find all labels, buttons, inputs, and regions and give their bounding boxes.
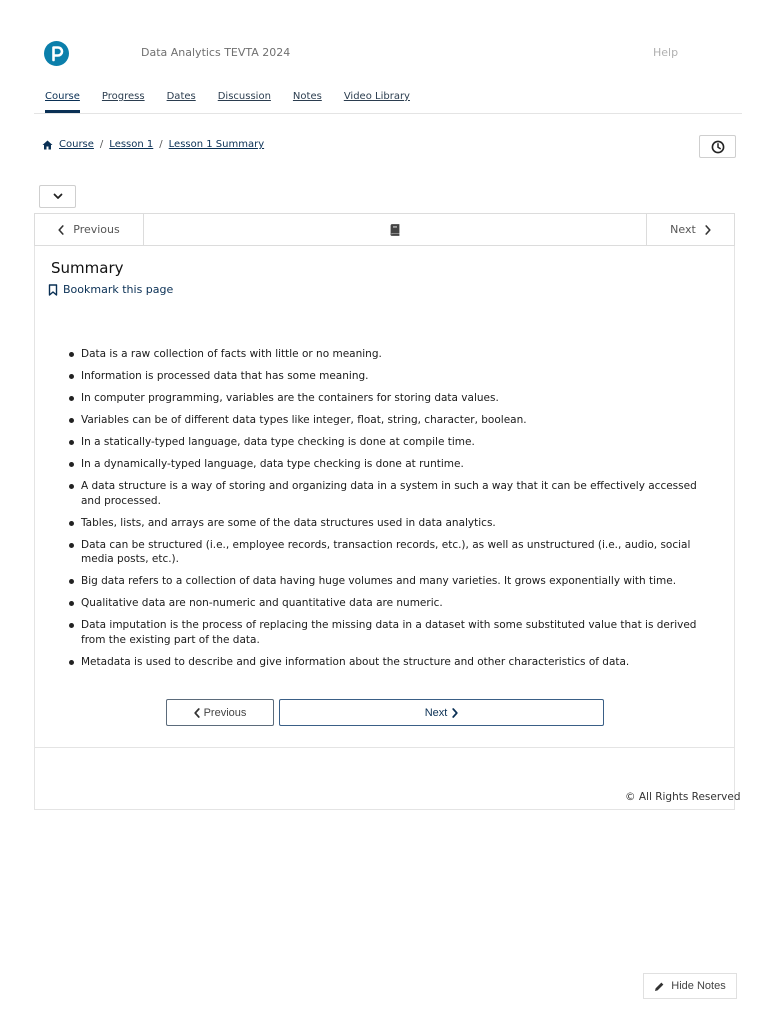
copyright-text: © All Rights Reserved — [625, 791, 741, 803]
history-button[interactable] — [699, 135, 736, 158]
list-item: Data can be structured (i.e., employee records, transaction records, etc.), as well as unstructured (i.e., audio, social media posts, etc.). — [66, 538, 706, 567]
tab-progress[interactable]: Progress — [101, 91, 145, 102]
previous-button[interactable] — [166, 699, 274, 726]
previous-button-label: Previous — [203, 706, 247, 719]
list-item: Variables can be of different data types like integer, float, string, character, boolean. — [66, 413, 706, 428]
header-divider — [34, 113, 742, 114]
tab-discussion[interactable]: Discussion — [217, 91, 271, 102]
chevron-down-icon — [53, 193, 63, 200]
help-link[interactable]: Help — [653, 46, 679, 59]
breadcrumb — [42, 139, 264, 150]
book-icon — [390, 224, 400, 236]
next-button[interactable] — [279, 699, 604, 726]
course-title: Data Analytics TEVTA 2024 — [141, 46, 291, 59]
chevron-left-icon — [58, 225, 73, 235]
course-tabs — [34, 83, 421, 113]
sequence-next-button[interactable] — [646, 214, 734, 245]
list-item: Data is a raw collection of facts with little or no meaning. — [66, 347, 706, 362]
home-icon — [42, 140, 53, 150]
sequence-next-label: Next — [670, 223, 696, 236]
list-item: Metadata is used to describe and give information about the structure and other characteristics of data. — [66, 655, 706, 670]
unit-title: Summary — [51, 259, 124, 277]
hide-notes-button[interactable] — [643, 973, 737, 999]
list-item: Data imputation is the process of replacing the missing data in a dataset with some substituted value that is derived from the existing part of the data. — [66, 618, 706, 647]
sequence-unit-tab[interactable] — [144, 214, 646, 245]
pearson-logo-icon[interactable] — [44, 41, 69, 66]
tab-video-library[interactable]: Video Library — [343, 91, 410, 102]
list-item: Tables, lists, and arrays are some of the data structures used in data analytics. — [66, 516, 706, 531]
sidebar-toggle-button[interactable] — [39, 185, 76, 208]
site-header — [0, 0, 768, 115]
breadcrumb-lesson[interactable]: Lesson 1 — [109, 139, 154, 150]
hide-notes-label: Hide Notes — [671, 980, 726, 992]
breadcrumb-separator: / — [99, 139, 104, 150]
list-item: Big data refers to a collection of data having huge volumes and many varieties. It grows exponentially with time. — [66, 574, 706, 589]
content-footer-divider — [34, 747, 735, 748]
chevron-left-icon — [194, 708, 204, 718]
bookmark-button[interactable] — [48, 283, 173, 296]
breadcrumb-unit[interactable]: Lesson 1 Summary — [168, 139, 265, 150]
breadcrumb-course[interactable]: Course — [59, 139, 94, 150]
list-item: Qualitative data are non-numeric and quantitative data are numeric. — [66, 596, 706, 611]
bookmark-icon — [48, 284, 63, 296]
sequence-previous-button[interactable] — [35, 214, 144, 245]
chevron-right-icon — [447, 708, 458, 718]
chevron-right-icon — [696, 225, 711, 235]
tab-notes[interactable]: Notes — [292, 91, 322, 102]
bookmark-label: Bookmark this page — [63, 283, 174, 296]
list-item: Information is processed data that has some meaning. — [66, 369, 706, 384]
pencil-icon — [654, 981, 671, 992]
sequence-navigation — [34, 213, 735, 246]
list-item: A data structure is a way of storing and organizing data in a system in such a way that it can be effectively accessed and processed. — [66, 479, 706, 508]
tab-dates[interactable]: Dates — [166, 91, 196, 102]
next-button-label: Next — [424, 706, 448, 719]
list-item: In a dynamically-typed language, data type checking is done at runtime. — [66, 457, 706, 472]
tab-course[interactable]: Course — [45, 83, 80, 113]
summary-list — [66, 347, 706, 677]
clock-icon — [711, 140, 725, 154]
list-item: In computer programming, variables are the containers for storing data values. — [66, 391, 706, 406]
breadcrumb-separator: / — [159, 139, 163, 150]
sequence-previous-label: Previous — [73, 223, 120, 236]
list-item: In a statically-typed language, data type checking is done at compile time. — [66, 435, 706, 450]
